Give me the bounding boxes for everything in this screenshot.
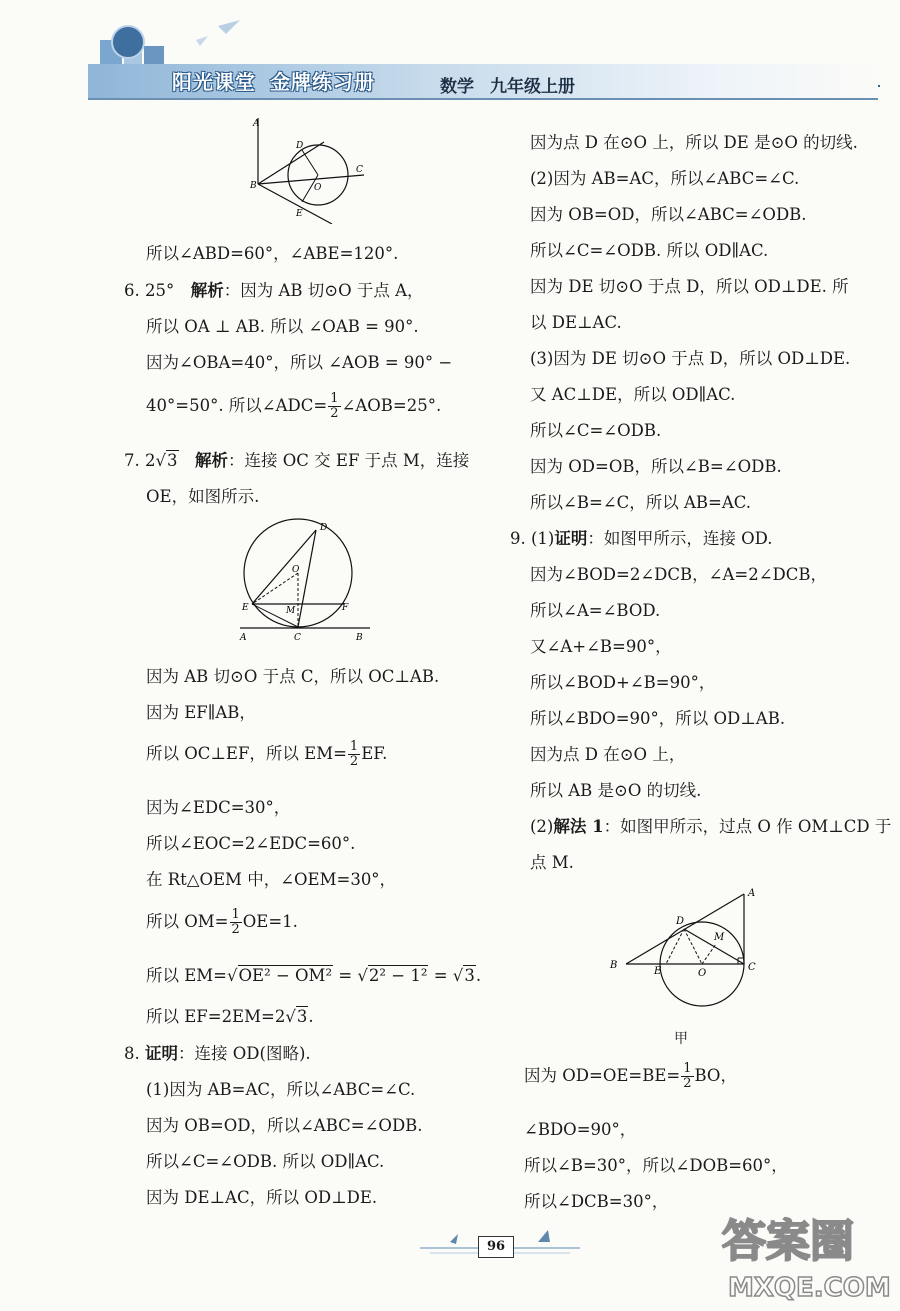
text-line: 所以 OM= $\frac{1}{2}$ OE=1. [146,907,298,937]
text-line: 在 Rt△OEM 中，∠OEM=30°， [146,870,397,889]
text-line: 所以∠B=30°，所以∠DOB=60°， [524,1156,788,1175]
figure-tangent-circle-1 [240,112,380,224]
text-line: 所以 EM=√OE² − OM² = √2² − 1² = √3. [146,966,482,985]
text-line: (2)解法 1：如图甲所示，过点 O 作 OM⊥CD 于 [530,817,892,836]
fig3-label-o: O [698,968,707,979]
fig1-label-d: D [296,141,304,151]
text-line: 所以∠A=∠BOD. [530,601,661,620]
text-line: OE，如图所示. [146,487,260,506]
fig3-label-a: A [748,888,756,899]
text-line: 因为∠EDC=30°， [146,798,291,817]
text-line: 因为∠OBA=40°，所以 ∠AOB = 90° − [146,353,453,372]
fig2-label-m: M [286,606,296,616]
watermark-line2: MXQE.COM [728,1273,891,1303]
fig1-label-b: B [250,181,257,191]
page-header [0,0,900,118]
figure-caption: 甲 [674,1031,688,1047]
text-line: 因为 AB 切⊙O 于点 C，所以 OC⊥AB. [146,667,440,686]
fig1-label-o: O [314,183,322,193]
text-line: 因为 OD=OB，所以∠B=∠ODB. [530,457,782,476]
text-line: 以 DE⊥AC. [530,313,622,332]
text-line: 所以∠BDO=90°，所以 OD⊥AB. [530,709,786,728]
watermark-line1: 答案圈 [722,1216,854,1267]
text-line: 所以 OA ⊥ AB. 所以 ∠OAB = 90°. [146,317,419,336]
text-line: 8. 证明：连接 OD(图略). [124,1044,311,1063]
figure-tangent-circle-2 [236,518,376,644]
text-line: 因为 OB=OD，所以∠ABC=∠ODB. [146,1116,423,1135]
page-number: 96 [478,1236,514,1258]
text-line: (3)因为 DE 切⊙O 于点 D，所以 OD⊥DE. [530,349,851,368]
fraction: $\frac{1}{2}$ [330,391,339,421]
fraction: $\frac{1}{2}$ [683,1061,692,1091]
text-line: (2)因为 AB=AC，所以∠ABC=∠C. [530,169,800,188]
text-line: ∠BDO=90°， [524,1120,637,1139]
text-line: 所以∠C=∠ODB. [530,421,662,440]
text-line: 点 M. [530,853,574,872]
text-line: 所以∠DCB=30°， [524,1192,669,1211]
text-line: 因为 DE 切⊙O 于点 D，所以 OD⊥DE. 所 [530,277,849,296]
fig1-label-e: E [296,209,303,219]
fig3-label-b: B [610,960,618,971]
fig1-label-a: A [253,119,260,129]
brand-title: 阳光课堂 金牌练习册 [172,70,375,94]
text-line: 6. 25° 解析：因为 AB 切⊙O 于点 A， [124,281,424,300]
text-line: 因为∠BOD=2∠DCB，∠A=2∠DCB， [530,565,828,584]
fig2-label-f: F [342,603,349,613]
text-line: 又∠A+∠B=90°， [530,637,672,656]
text-line: 40°=50°. 所以∠ADC= $\frac{1}{2}$ ∠AOB=25°. [146,391,442,421]
text-line: 因为 OD=OE=BE= $\frac{1}{2}$ BO， [524,1061,737,1091]
text-line: 又 AC⊥DE，所以 OD∥AC. [530,385,736,404]
subject-label: 数学 九年级上册 [440,77,575,97]
figure-right-triangle-circle [604,884,764,1008]
watermark-logo-icon [716,1208,892,1304]
fig3-label-m: M [714,932,725,943]
text-line: 所以∠ABD=60°，∠ABE=120°. [146,244,399,263]
text-line: 所以∠BOD+∠B=90°， [530,673,716,692]
fig2-label-d: D [320,523,328,533]
fig1-label-c: C [356,165,363,175]
fig2-label-c: C [294,633,301,643]
text-line: 因为点 D 在⊙O 上， [530,745,686,764]
fig2-label-b: B [356,633,363,643]
text-line: 因为 DE⊥AC，所以 OD⊥DE. [146,1188,378,1207]
header-rule [88,98,878,100]
fig3-label-d: D [676,916,685,927]
text-line: 所以∠C=∠ODB. 所以 OD∥AC. [530,241,769,260]
text-line: 所以 AB 是⊙O 的切线. [530,781,702,800]
fig2-label-e: E [242,603,249,613]
text-line: 9. (1)证明：如图甲所示，连接 OD. [510,529,773,548]
fraction: $\frac{1}{2}$ [349,739,359,769]
fig2-label-o: O [292,565,300,575]
text-line: 所以 OC⊥EF，所以 EM= $\frac{1}{2}$ EF. [146,739,388,769]
text-line: (1)因为 AB=AC，所以∠ABC=∠C. [146,1080,416,1099]
text-line: 所以 EF=2EM=2√3. [146,1007,314,1026]
fraction: $\frac{1}{2}$ [231,907,240,937]
text-line: 因为点 D 在⊙O 上，所以 DE 是⊙O 的切线. [530,133,858,152]
text-line: 所以∠B=∠C，所以 AB=AC. [530,493,752,512]
fig3-label-c: C [748,962,756,973]
fig3-label-e: E [654,966,662,977]
header-decoration-icon [0,0,900,118]
text-line: 7. 2√3 解析：连接 OC 交 EF 于点 M，连接 [124,451,470,470]
fig2-label-a: A [240,633,247,643]
text-line: 所以∠C=∠ODB. 所以 OD∥AC. [146,1152,385,1171]
text-line: 因为 EF∥AB， [146,703,256,722]
text-line: 因为 OB=OD，所以∠ABC=∠ODB. [530,205,807,224]
text-line: 所以∠EOC=2∠EDC=60°. [146,834,356,853]
